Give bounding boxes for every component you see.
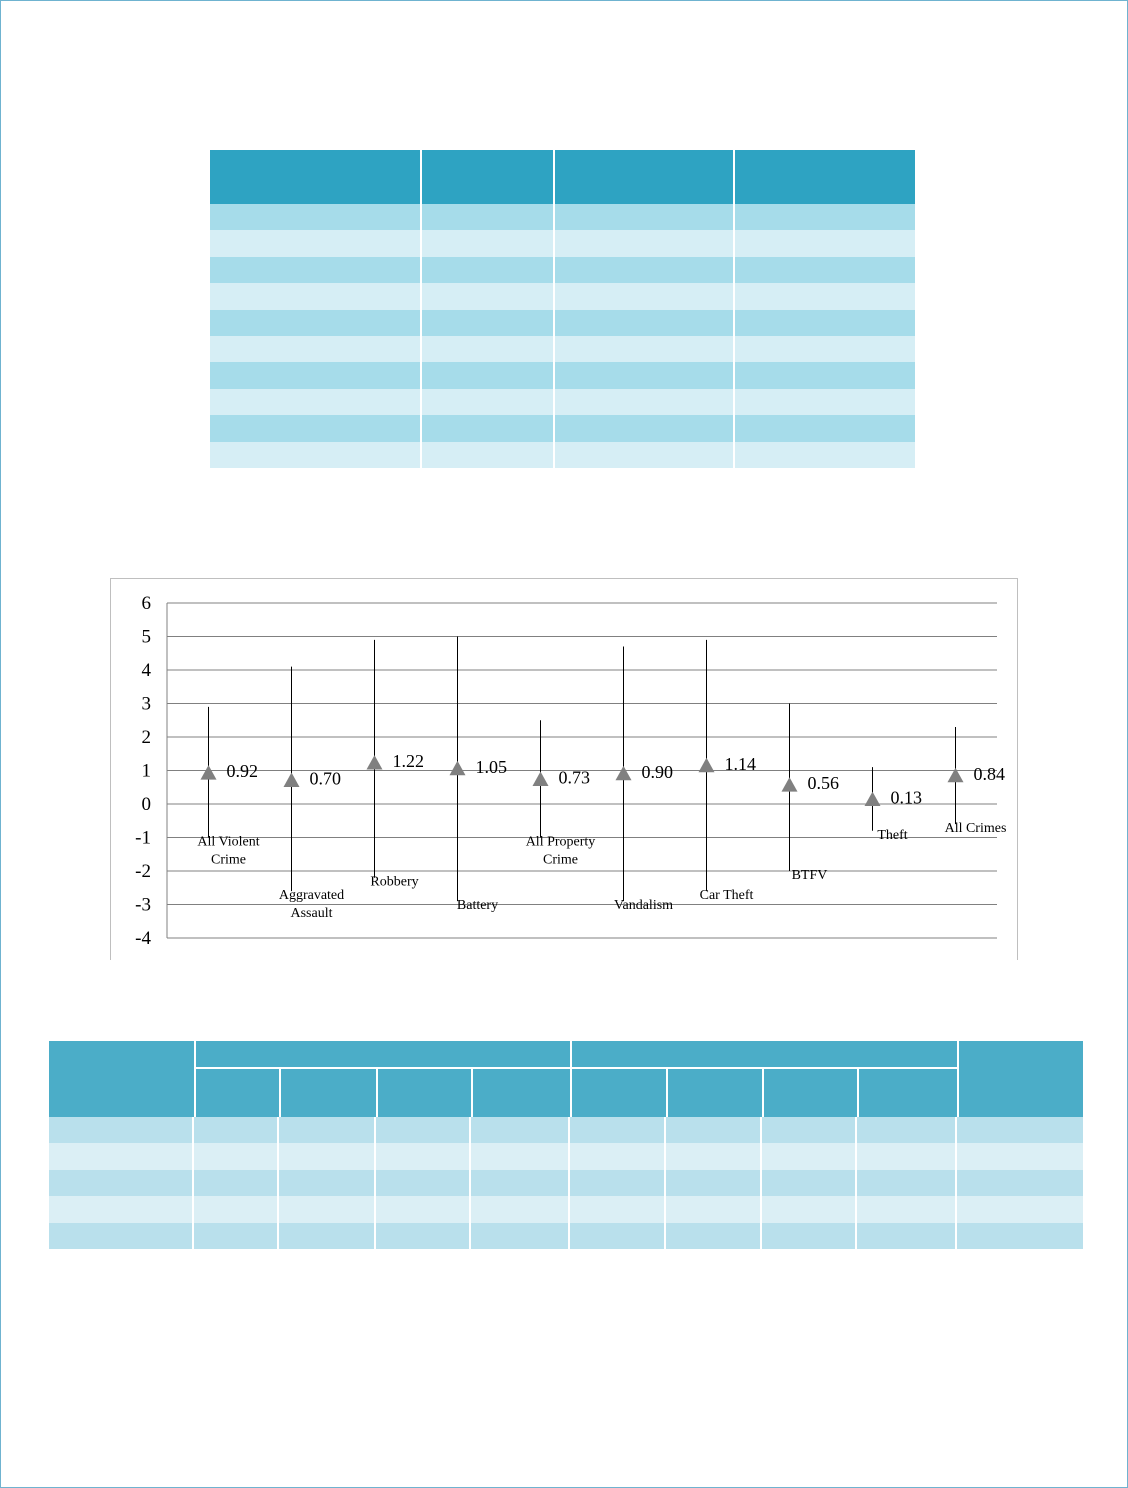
table-row xyxy=(210,362,915,388)
table-cell xyxy=(210,257,422,283)
table-cell xyxy=(49,1143,194,1169)
category-label: Aggravated xyxy=(278,888,345,904)
table-cell xyxy=(555,257,735,283)
table-cell xyxy=(857,1196,957,1222)
data-point-marker xyxy=(699,758,715,772)
table-cell xyxy=(194,1196,279,1222)
table-row xyxy=(210,415,915,441)
table-header-cell xyxy=(555,150,735,204)
table-cell xyxy=(735,389,915,415)
table-cell xyxy=(957,1223,1083,1249)
table-row xyxy=(210,283,915,309)
table-cell xyxy=(422,230,555,256)
table-row xyxy=(210,257,915,283)
y-tick-label: 2 xyxy=(141,727,151,748)
table-cell xyxy=(422,310,555,336)
table-cell xyxy=(957,1170,1083,1196)
category-label: Battery xyxy=(456,898,499,914)
data-value-label: 0.92 xyxy=(226,761,258,782)
table-cell xyxy=(210,310,422,336)
table-cell xyxy=(666,1170,762,1196)
table-cell xyxy=(570,1223,666,1249)
table-cell xyxy=(376,1117,471,1143)
table-cell xyxy=(555,442,735,468)
table-cell xyxy=(210,336,422,362)
category-label: Car Theft xyxy=(699,888,754,904)
table-row xyxy=(49,1170,1083,1196)
table-cell xyxy=(376,1223,471,1249)
table-body xyxy=(210,204,915,468)
table-cell xyxy=(279,1117,376,1143)
table-cell xyxy=(210,389,422,415)
table-row xyxy=(210,442,915,468)
table-cell xyxy=(857,1170,957,1196)
header-divider xyxy=(471,1069,473,1117)
table-cell xyxy=(762,1117,857,1143)
data-value-label: 0.90 xyxy=(641,761,673,782)
header-divider xyxy=(666,1069,668,1117)
table-cell xyxy=(857,1223,957,1249)
table-cell xyxy=(762,1196,857,1222)
table-cell xyxy=(857,1117,957,1143)
table-cell xyxy=(555,283,735,309)
table-cell xyxy=(735,310,915,336)
table-row xyxy=(210,389,915,415)
table-cell xyxy=(422,389,555,415)
data-value-label: 0.56 xyxy=(807,773,839,794)
data-value-label: 0.84 xyxy=(973,763,1005,784)
header-divider xyxy=(376,1069,378,1117)
table-cell xyxy=(210,283,422,309)
table-cell xyxy=(422,362,555,388)
table-body xyxy=(49,1117,1083,1249)
table-cell xyxy=(279,1196,376,1222)
table-row xyxy=(210,336,915,362)
table-cell xyxy=(570,1117,666,1143)
table-cell xyxy=(555,310,735,336)
header-divider xyxy=(570,1041,572,1117)
table-cell xyxy=(735,336,915,362)
y-tick-label: 5 xyxy=(141,626,151,648)
table-cell xyxy=(762,1143,857,1169)
y-tick-label: 4 xyxy=(141,660,151,681)
category-label: Crime xyxy=(211,852,246,868)
table-cell xyxy=(471,1143,570,1169)
category-label: Theft xyxy=(877,827,908,843)
table-cell xyxy=(422,336,555,362)
table-cell xyxy=(49,1170,194,1196)
table-header-cell xyxy=(422,150,555,204)
chart-frame xyxy=(110,578,1018,960)
y-tick-label: -1 xyxy=(135,827,151,849)
table-cell xyxy=(570,1143,666,1169)
table-cell xyxy=(422,204,555,230)
table-cell xyxy=(735,283,915,309)
table-cell xyxy=(194,1117,279,1143)
header-divider xyxy=(857,1069,859,1117)
table-row xyxy=(49,1223,1083,1249)
table-cell xyxy=(422,442,555,468)
table-cell xyxy=(279,1170,376,1196)
category-label: All Crimes xyxy=(944,821,1007,837)
table-header-row xyxy=(210,150,915,204)
header-divider xyxy=(194,1067,957,1069)
y-tick-label: 1 xyxy=(141,760,151,782)
table-cell xyxy=(49,1117,194,1143)
table-cell xyxy=(194,1143,279,1169)
table-cell xyxy=(210,230,422,256)
y-tick-label: -3 xyxy=(135,894,151,916)
table-cell xyxy=(49,1196,194,1222)
table-cell xyxy=(471,1170,570,1196)
table-cell xyxy=(555,389,735,415)
table-cell xyxy=(376,1170,471,1196)
table-row xyxy=(210,230,915,256)
table-cell xyxy=(735,415,915,441)
table-cell xyxy=(376,1196,471,1222)
table-cell xyxy=(422,415,555,441)
table-header xyxy=(49,1041,1083,1117)
table-cell xyxy=(210,442,422,468)
table-cell xyxy=(735,204,915,230)
table-cell xyxy=(762,1223,857,1249)
table-row xyxy=(210,310,915,336)
y-tick-label: -4 xyxy=(135,928,151,949)
table-cell xyxy=(735,257,915,283)
table-cell xyxy=(471,1223,570,1249)
table-cell xyxy=(857,1143,957,1169)
table-header-cell xyxy=(210,150,422,204)
data-value-label: 1.14 xyxy=(724,753,756,774)
table-cell xyxy=(735,362,915,388)
table-cell xyxy=(555,230,735,256)
table-cell xyxy=(210,415,422,441)
data-value-label: 0.13 xyxy=(890,787,922,808)
y-tick-label: 6 xyxy=(141,593,151,614)
table-cell xyxy=(570,1196,666,1222)
table-cell xyxy=(762,1170,857,1196)
table-row xyxy=(49,1196,1083,1222)
data-point-marker xyxy=(782,777,798,791)
table-cell xyxy=(194,1170,279,1196)
category-label: All Property xyxy=(525,834,596,850)
table-cell xyxy=(555,415,735,441)
table-cell xyxy=(666,1143,762,1169)
table-cell xyxy=(957,1196,1083,1222)
y-tick-label: 0 xyxy=(141,794,151,815)
scatter-chart xyxy=(111,579,1019,961)
table-cell xyxy=(666,1196,762,1222)
category-label: Assault xyxy=(290,906,333,922)
table-header-cell xyxy=(735,150,915,204)
category-label: All Violent xyxy=(197,834,260,850)
table-cell xyxy=(279,1143,376,1169)
table-cell xyxy=(422,257,555,283)
y-tick-label: -2 xyxy=(135,861,151,882)
header-divider xyxy=(957,1041,959,1117)
table-cell xyxy=(957,1117,1083,1143)
table-cell xyxy=(735,442,915,468)
table-cell xyxy=(49,1223,194,1249)
data-point-marker xyxy=(201,765,217,779)
data-value-label: 1.22 xyxy=(392,751,424,772)
data-point-marker xyxy=(616,766,632,780)
data-value-label: 1.05 xyxy=(475,756,507,777)
table-cell xyxy=(735,230,915,256)
table-cell xyxy=(279,1223,376,1249)
category-label: Robbery xyxy=(370,874,419,890)
category-label: Vandalism xyxy=(613,898,674,914)
table-cell xyxy=(194,1223,279,1249)
data-point-marker xyxy=(367,755,383,769)
table-row xyxy=(210,204,915,230)
summary-table-top xyxy=(210,150,915,468)
table-row xyxy=(49,1117,1083,1143)
header-divider xyxy=(194,1041,196,1117)
header-divider xyxy=(762,1069,764,1117)
data-point-marker xyxy=(865,792,881,806)
data-point-marker xyxy=(284,773,300,787)
table-cell xyxy=(471,1117,570,1143)
table-cell xyxy=(422,283,555,309)
data-point-marker xyxy=(533,772,549,786)
table-cell xyxy=(376,1143,471,1169)
table-cell xyxy=(555,362,735,388)
data-value-label: 0.70 xyxy=(309,768,341,789)
data-value-label: 0.73 xyxy=(558,767,590,788)
data-point-marker xyxy=(450,761,466,775)
table-cell xyxy=(210,204,422,230)
table-cell xyxy=(210,362,422,388)
table-cell xyxy=(570,1170,666,1196)
category-label: BTFV xyxy=(791,868,828,883)
table-cell xyxy=(555,204,735,230)
y-tick-label: 3 xyxy=(141,693,151,715)
header-divider xyxy=(279,1069,281,1117)
table-cell xyxy=(957,1143,1083,1169)
table-row xyxy=(49,1143,1083,1169)
category-label: Crime xyxy=(543,852,578,868)
table-cell xyxy=(666,1117,762,1143)
summary-table-bottom xyxy=(49,1041,1083,1249)
table-cell xyxy=(666,1223,762,1249)
table-cell xyxy=(555,336,735,362)
table-cell xyxy=(471,1196,570,1222)
